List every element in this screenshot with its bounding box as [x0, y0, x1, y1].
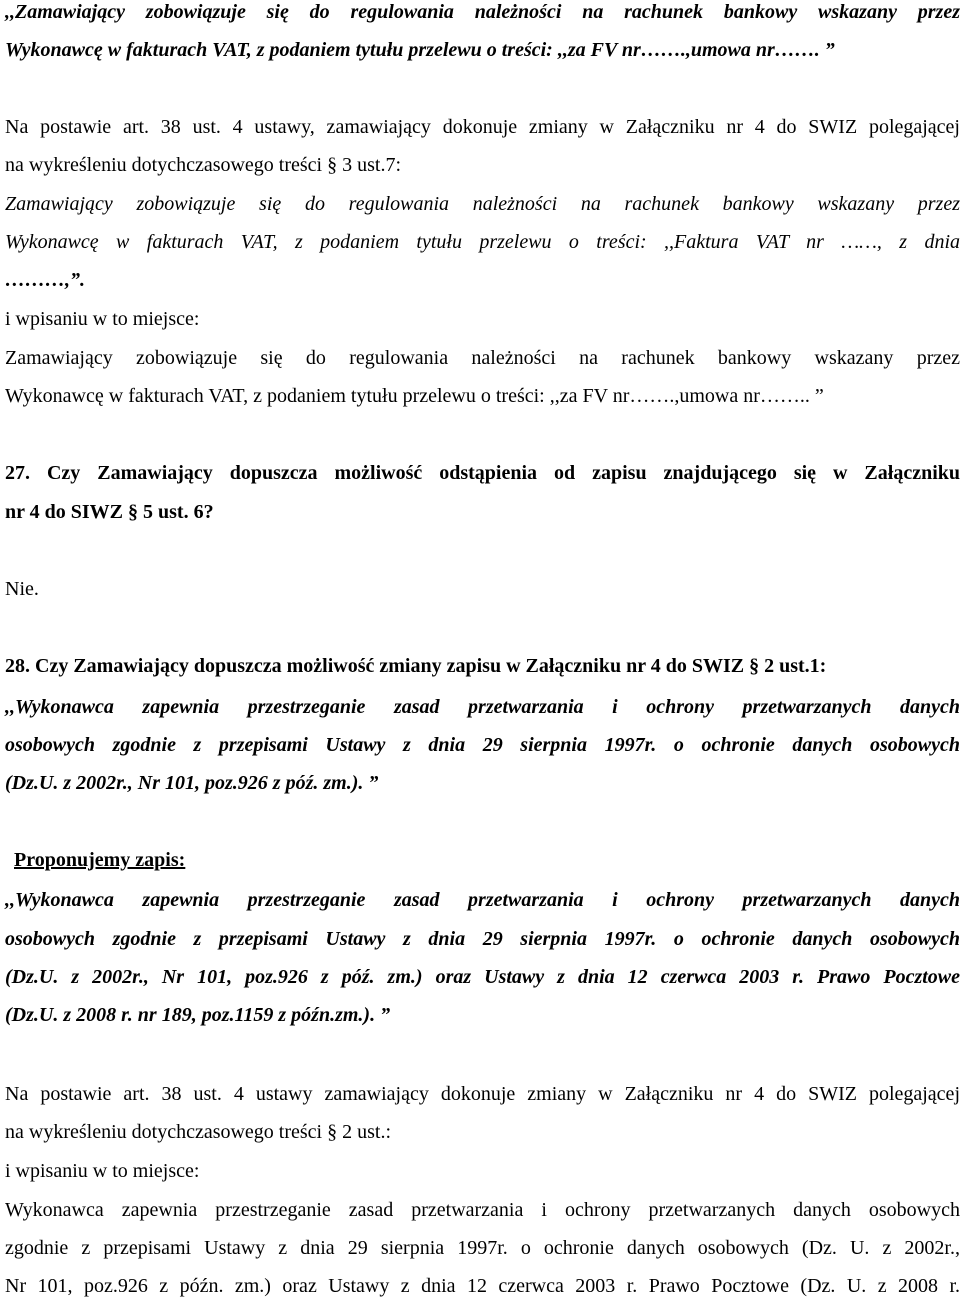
text-line: Wykonawcę w fakturach VAT, z podaniem tytułu przelewu o treści: ,,Faktura VAT nr ……, z dnia: [5, 231, 960, 253]
text-line: Zamawiający zobowiązuje się do regulowania należności na rachunek bankowy wskazany przez: [5, 347, 960, 369]
text-line: osobowych zgodnie z przepisami Ustawy z dnia 29 sierpnia 1997r. o ochronie danych osobowych: [5, 734, 960, 756]
text-line: na wykreśleniu dotychczasowego treści § 3 ust.7:: [5, 154, 402, 176]
question-28: 28. Czy Zamawiający dopuszcza możliwość zmiany zapisu w Załączniku nr 4 do SWIZ § 2 ust.1:: [5, 655, 827, 677]
text-line: Wykonawcę w fakturach VAT, z podaniem tytułu przelewu o treści: ,,za FV nr…….,umowa nr……. ”: [5, 39, 835, 61]
question-27-cont: nr 4 do SIWZ § 5 ust. 6?: [5, 501, 214, 523]
text-line: ,,Zamawiający zobowiązuje się do regulowania należności na rachunek bankowy wskazany przez: [5, 1, 960, 23]
text-line: Zamawiający zobowiązuje się do regulowania należności na rachunek bankowy wskazany przez: [5, 193, 960, 215]
text-line: ,,Wykonawca zapewnia przestrzeganie zasad przetwarzania i ochrony przetwarzanych danych: [5, 696, 960, 718]
text-line: osobowych zgodnie z przepisami Ustawy z dnia 29 sierpnia 1997r. o ochronie danych osobowych: [5, 928, 960, 950]
text-line: i wpisaniu w to miejsce:: [5, 1160, 200, 1182]
text-line: (Dz.U. z 2002r., Nr 101, poz.926 z póź. zm.) oraz Ustawy z dnia 12 czerwca 2003 r. Prawo Pocztowe: [5, 966, 960, 988]
proposal-heading: Proponujemy zapis:: [14, 849, 186, 871]
question-27: 27. Czy Zamawiający dopuszcza możliwość odstąpienia od zapisu znajdującego się w Załączniku: [5, 462, 960, 484]
text-line: Wykonawcę w fakturach VAT, z podaniem tytułu przelewu o treści: ,,za FV nr…….,umowa nr…….. ”: [5, 385, 824, 407]
text-line: Wykonawca zapewnia przestrzeganie zasad przetwarzania i ochrony przetwarzanych danych osobowych: [5, 1199, 960, 1221]
text-line: Na postawie art. 38 ust. 4 ustawy zamawiający dokonuje zmiany w Załączniku nr 4 do SWIZ polegającej: [5, 1083, 960, 1105]
answer-27: Nie.: [5, 578, 39, 600]
text-line: (Dz.U. z 2002r., Nr 101, poz.926 z póź. zm.). ”: [5, 772, 379, 794]
text-line: ,,Wykonawca zapewnia przestrzeganie zasad przetwarzania i ochrony przetwarzanych danych: [5, 889, 960, 911]
text-line: na wykreśleniu dotychczasowego treści § 2 ust.:: [5, 1121, 392, 1143]
text-line: Nr 101, poz.926 z późn. zm.) oraz Ustawy z dnia 12 czerwca 2003 r. Prawo Pocztowe (Dz. U. z 2008 r.: [5, 1275, 960, 1297]
text-line: ………,”.: [5, 269, 85, 291]
text-line: zgodnie z przepisami Ustawy z dnia 29 sierpnia 1997r. o ochronie danych osobowych (Dz. U. z 2002r.,: [5, 1237, 960, 1259]
text-line: (Dz.U. z 2008 r. nr 189, poz.1159 z późn.zm.). ”: [5, 1004, 391, 1026]
text-line: Na postawie art. 38 ust. 4 ustawy, zamawiający dokonuje zmiany w Załączniku nr 4 do SWIZ polegającej: [5, 116, 960, 138]
text-line: i wpisaniu w to miejsce:: [5, 308, 200, 330]
